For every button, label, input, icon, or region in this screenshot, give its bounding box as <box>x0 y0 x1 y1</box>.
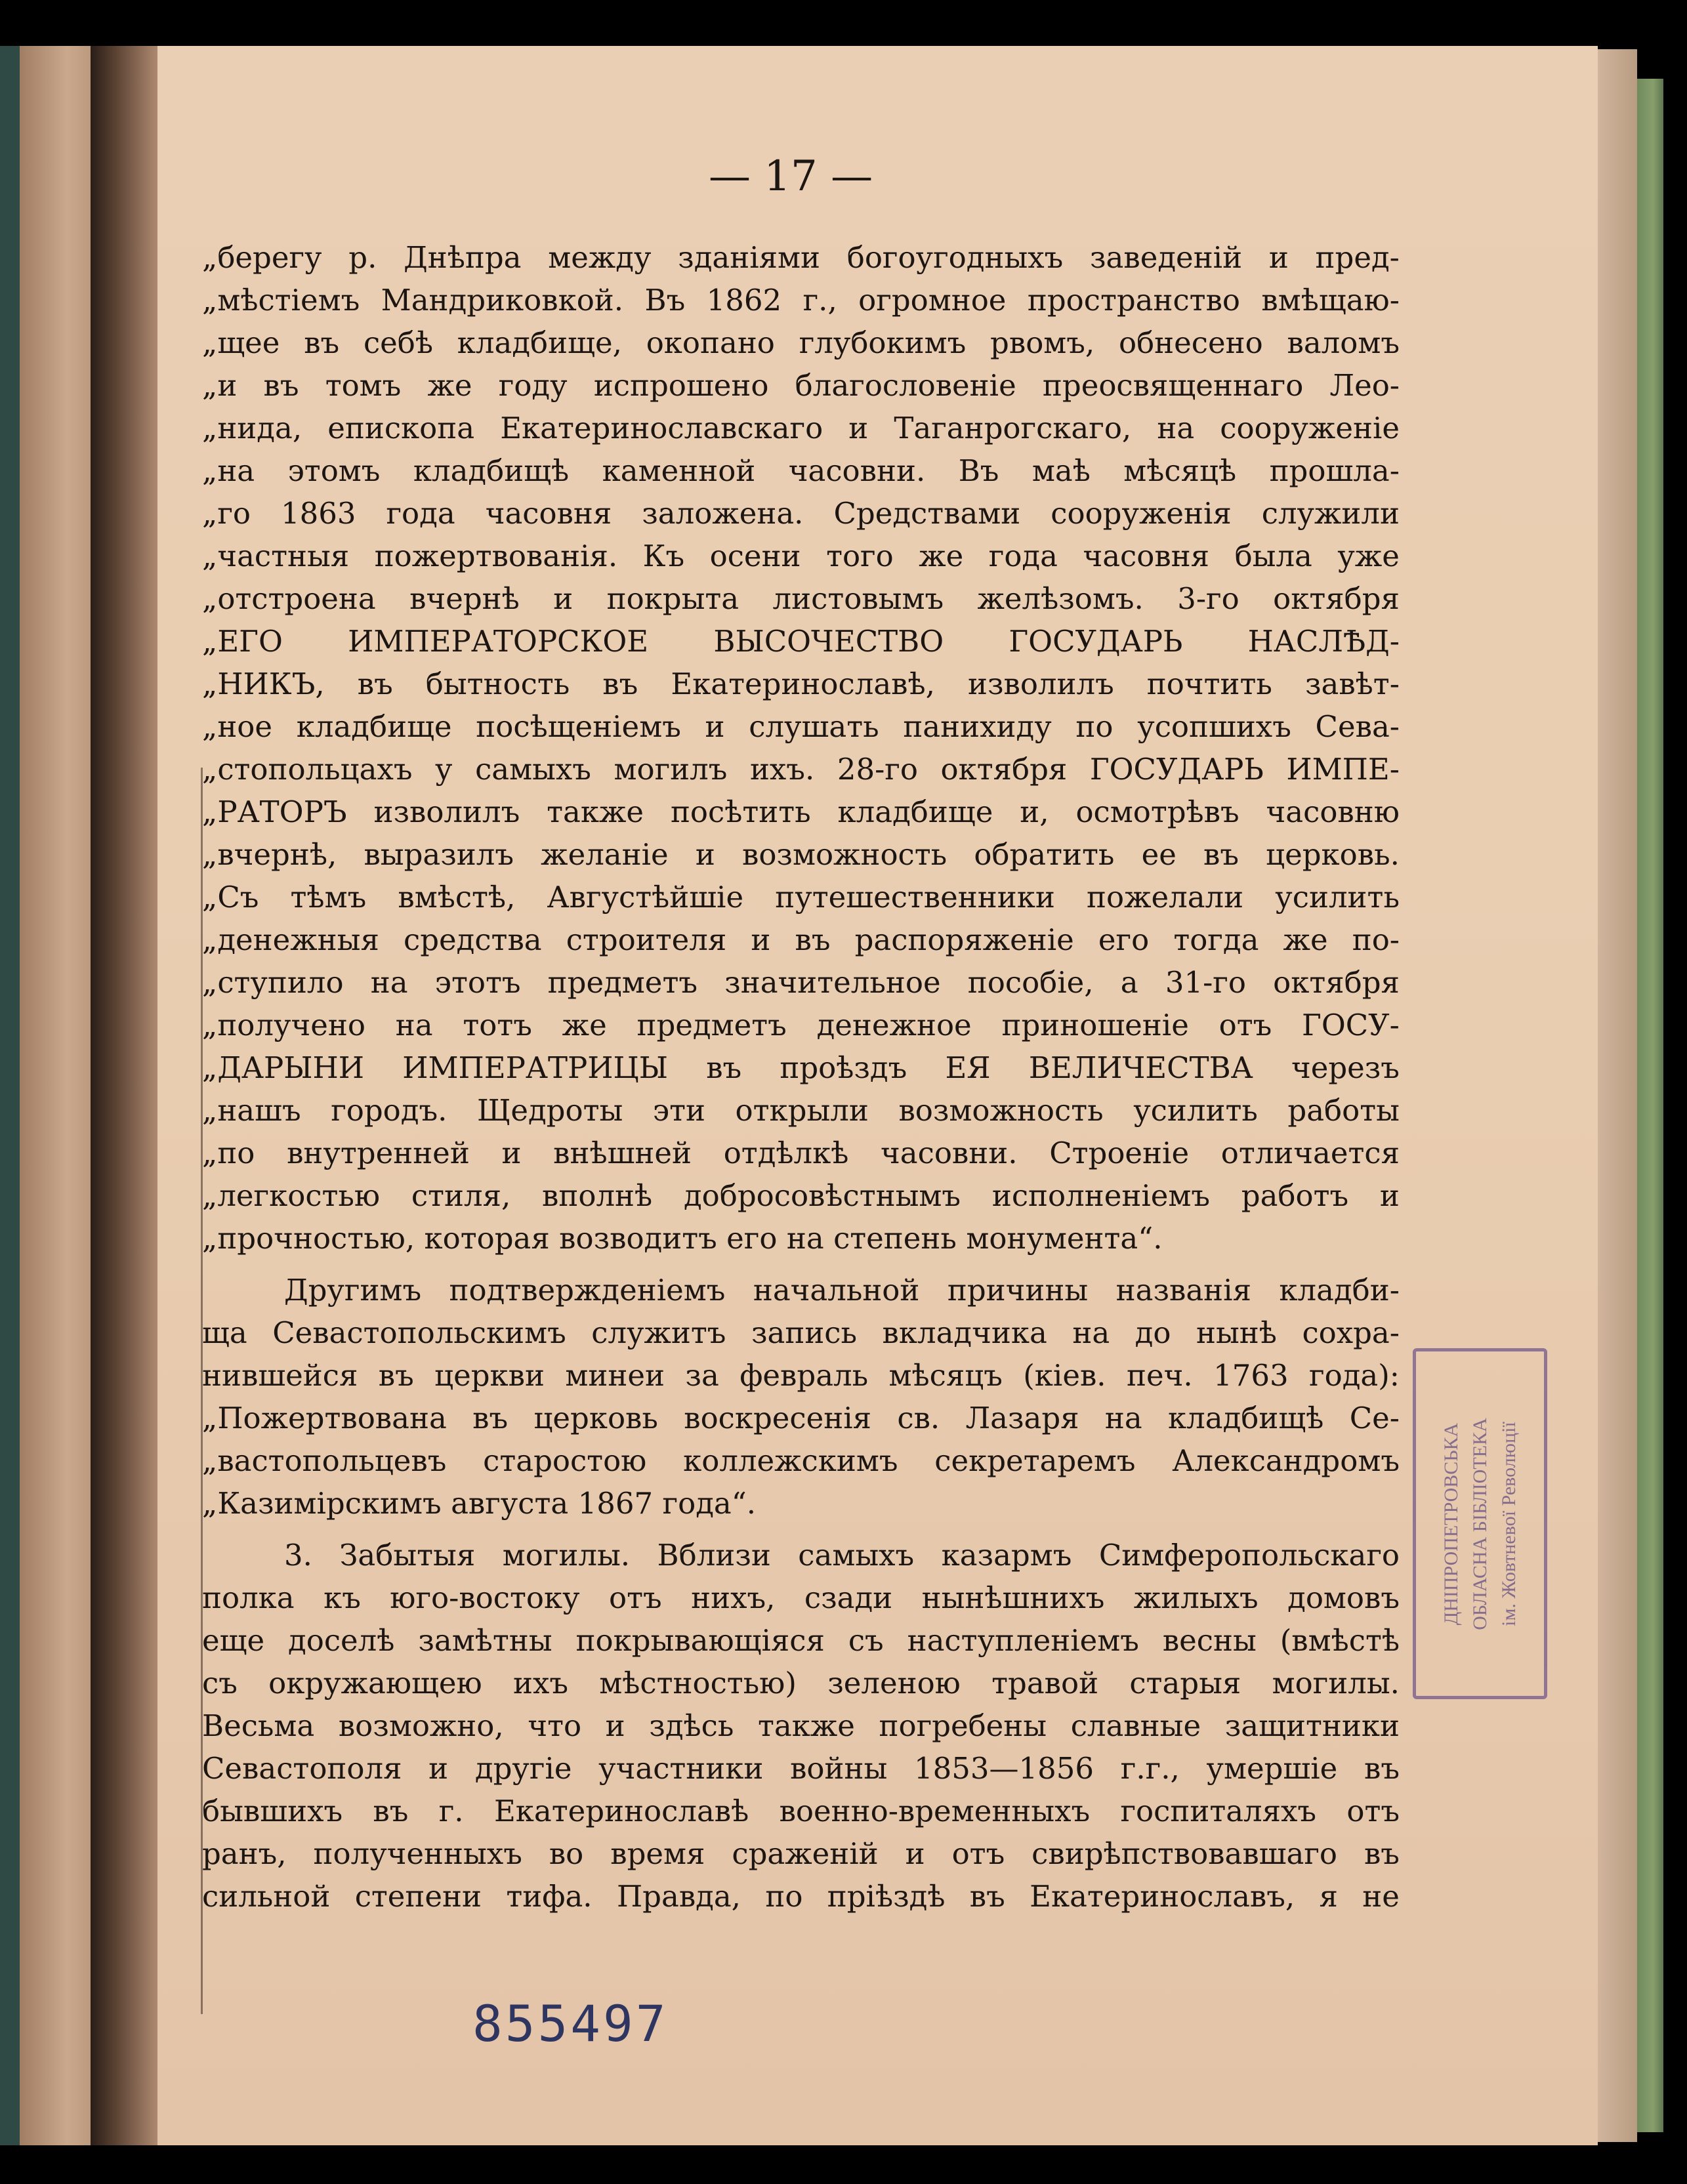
book-cover-right <box>1637 79 1663 2132</box>
text-line: „НИКЪ, въ бытность въ Екатеринославѣ, изволилъ почтить завѣт- <box>202 667 1400 701</box>
text-line: „частныя пожертвованія. Къ осени того же года часовня была уже <box>202 539 1400 573</box>
paragraph-gap <box>202 1525 1400 1534</box>
book-cover-left <box>0 46 20 2145</box>
text-line: „на этомъ кладбищѣ каменной часовни. Въ маѣ мѣсяцѣ прошла- <box>202 453 1400 488</box>
text-line: Другимъ подтвержденіемъ начальной причины названія кладби- <box>284 1273 1400 1308</box>
text-line: сильной степени тифа. Правда, по пріѣздѣ въ Екатеринославъ, я не <box>202 1879 1400 1914</box>
text-line: „стопольцахъ у самыхъ могилъ ихъ. 28-го октября ГОСУДАРЬ ИМПЕ- <box>202 752 1400 787</box>
text-line: „нида, епископа Екатеринославскаго и Таганрогскаго, на сооруженіе <box>202 411 1400 445</box>
text-line: бывшихъ въ г. Екатеринославѣ военно-временныхъ госпиталяхъ отъ <box>202 1794 1400 1828</box>
text-line: „РАТОРЪ изволилъ также посѣтить кладбище и, осмотрѣвъ часовню <box>202 794 1400 829</box>
stamp-line-3: ім. Жовтневої Революції <box>1497 1421 1520 1626</box>
text-line: „ДАРЫНИ ИМПЕРАТРИЦЫ въ проѣздъ ЕЯ ВЕЛИЧЕСТВА черезъ <box>202 1050 1400 1085</box>
body-text <box>202 236 1400 1918</box>
text-line: „ступило на этотъ предметъ значительное пособіе, а 31-го октября <box>202 965 1400 1000</box>
text-line: 3. Забытыя могилы. Вблизи самыхъ казармъ Симферопольскаго <box>284 1538 1400 1573</box>
text-line: съ окружающею ихъ мѣстностью) зеленою травой старыя могилы. <box>202 1666 1400 1700</box>
text-line: „ное кладбище посѣщеніемъ и слушать панихиду по усопшихъ Сева- <box>202 709 1400 744</box>
text-line: „нашъ городъ. Щедроты эти открыли возможность усилить работы <box>202 1093 1400 1128</box>
text-line: „ЕГО ИМПЕРАТОРСКОЕ ВЫСОЧЕСТВО ГОСУДАРЬ НАСЛѢД- <box>202 624 1400 659</box>
text-line: „отстроена вчернѣ и покрыта листовымъ желѣзомъ. 3-го октября <box>202 581 1400 616</box>
text-line: „щее въ себѣ кладбище, окопано глубокимъ рвомъ, обнесено валомъ <box>202 325 1400 360</box>
text-line: нившейся въ церкви минеи за февраль мѣсяцъ (кіев. печ. 1763 года): <box>202 1358 1400 1393</box>
text-line: „легкостью стиля, вполнѣ добросовѣстнымъ исполненіемъ работъ и <box>202 1178 1400 1213</box>
page-stack-edge <box>1598 49 1637 2142</box>
text-line: „денежныя средства строителя и въ распоряженіе его тогда же по- <box>202 922 1400 957</box>
text-line: еще доселѣ замѣтны покрывающіяся съ наступленіемъ весны (вмѣстѣ <box>202 1623 1400 1658</box>
text-line: „по внутренней и внѣшней отдѣлкѣ часовни. Строеніе отличается <box>202 1136 1400 1170</box>
stamp-line-2: ОБЛАСНА БІБЛІОТЕКА <box>1468 1417 1491 1630</box>
text-line: ща Севастопольскимъ служитъ запись вкладчика на до нынѣ сохра- <box>202 1315 1400 1350</box>
text-line: „прочностью, которая возводитъ его на степень монумента“. <box>202 1221 1163 1256</box>
text-line: ранъ, полученныхъ во время сраженій и отъ свирѣпствовавшаго въ <box>202 1836 1400 1871</box>
text-line: „го 1863 года часовня заложена. Средствами сооруженія служили <box>202 496 1400 531</box>
text-line: Севастополя и другіе участники войны 1853—1856 г.г., умершіе въ <box>202 1751 1400 1786</box>
text-line: „Пожертвована въ церковь воскресенія св. Лазаря на кладбищѣ Се- <box>202 1401 1400 1435</box>
text-line: Весьма возможно, что и здѣсь также погребены славные защитники <box>202 1708 1400 1743</box>
left-page-edge <box>20 46 98 2145</box>
text-line: „вастопольцевъ старостою коллежскимъ секретаремъ Александромъ <box>202 1443 1400 1478</box>
inventory-number: 855497 <box>472 1994 669 2053</box>
library-stamp <box>1413 1348 1547 1699</box>
text-line: „вчернѣ, выразилъ желаніе и возможность обратить ее въ церковь. <box>202 837 1400 872</box>
stamp-line-1: ДНІПРОПЕТРОВСЬКА <box>1440 1422 1462 1625</box>
text-line: „мѣстіемъ Мандриковкой. Въ 1862 г., огромное пространство вмѣщаю- <box>202 283 1400 318</box>
page-number: — 17 — <box>708 152 873 201</box>
text-line: „и въ томъ же году испрошено благословеніе преосвященнаго Лео- <box>202 368 1400 403</box>
text-line: „Съ тѣмъ вмѣстѣ, Августѣйшіе путешественники пожелали усилить <box>202 880 1400 915</box>
text-line: „Казимірскимъ августа 1867 года“. <box>202 1486 757 1521</box>
paragraph-gap <box>202 1260 1400 1269</box>
book-gutter <box>91 46 163 2145</box>
text-line: полка къ юго-востоку отъ нихъ, сзади нынѣшнихъ жилыхъ домовъ <box>202 1580 1400 1615</box>
text-line: „получено на тотъ же предметъ денежное приношеніе отъ ГОСУ- <box>202 1008 1400 1042</box>
text-line: „берегу р. Днѣпра между зданіями богоугодныхъ заведеній и пред- <box>202 240 1400 275</box>
